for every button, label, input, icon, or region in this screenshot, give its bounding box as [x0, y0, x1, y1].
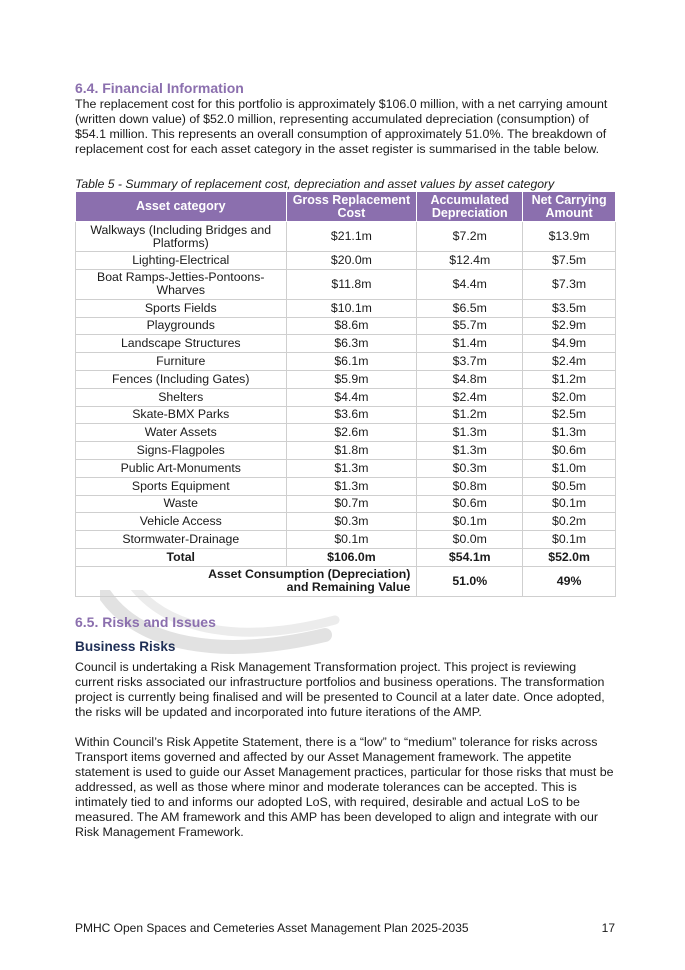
net-amount-cell: $1.3m	[523, 424, 616, 442]
net-amount-cell: $0.2m	[523, 513, 616, 531]
depreciation-cell: $1.2m	[417, 406, 523, 424]
net-amount-cell: $0.1m	[523, 495, 616, 513]
asset-category-cell: Walkways (Including Bridges and Platforms)	[76, 222, 287, 252]
net-amount-cell: $2.4m	[523, 353, 616, 371]
asset-category-cell: Landscape Structures	[76, 335, 287, 353]
asset-category-cell: Stormwater-Drainage	[76, 531, 287, 549]
total-net-amount-cell: $52.0m	[523, 548, 616, 566]
net-amount-cell: $0.1m	[523, 531, 616, 549]
net-amount-cell: $7.5m	[523, 252, 616, 270]
net-amount-cell: $0.6m	[523, 442, 616, 460]
document-page	[75, 80, 615, 840]
asset-category-cell: Waste	[76, 495, 287, 513]
asset-category-cell: Lighting-Electrical	[76, 252, 287, 270]
depreciation-cell: $1.4m	[417, 335, 523, 353]
table-caption: Table 5 - Summary of replacement cost, depreciation and asset values by asset category	[75, 177, 555, 191]
table-row	[76, 442, 616, 460]
net-amount-cell: $2.9m	[523, 317, 616, 335]
net-amount-cell: $4.9m	[523, 335, 616, 353]
gross-cost-cell: $3.6m	[286, 406, 417, 424]
table-row	[76, 269, 616, 299]
net-amount-cell: $1.2m	[523, 370, 616, 388]
table-row	[76, 353, 616, 371]
subheading-business-risks: Business Risks	[75, 638, 176, 654]
asset-category-cell: Public Art-Monuments	[76, 459, 287, 477]
asset-category-cell: Skate-BMX Parks	[76, 406, 287, 424]
table-row	[76, 299, 616, 317]
net-amount-cell: $1.0m	[523, 459, 616, 477]
table-row	[76, 513, 616, 531]
table-row	[76, 335, 616, 353]
table-total-row	[76, 548, 616, 566]
section-heading-financial-information: 6.4. Financial Information	[75, 80, 244, 96]
gross-cost-cell: $1.3m	[286, 477, 417, 495]
total-depreciation-cell: $54.1m	[417, 548, 523, 566]
table-row	[76, 388, 616, 406]
gross-cost-cell: $6.3m	[286, 335, 417, 353]
depreciation-cell: $0.1m	[417, 513, 523, 531]
header-gross-replacement-cost: Gross Replacement Cost	[286, 192, 417, 222]
header-asset-category: Asset category	[76, 192, 287, 222]
total-label-cell: Total	[76, 548, 287, 566]
gross-cost-cell: $10.1m	[286, 299, 417, 317]
business-risks-paragraph-2: Within Council’s Risk Appetite Statement, there is a “low” to “medium” tolerance for risks across Transport items governed and affected by our Asset Management framework. The appetite statement is used to guide our Asset Management practices, particular for those risks that must be addressed, as well as those where minor and moderate tolerances can be accepted. This is intimately tied to and informs our adopted LoS, with required, desirable and actual LoS to be measured. The AM framework and this AMP has been developed to align and integrate with our Risk Management Framework.	[75, 734, 614, 839]
gross-cost-cell: $6.1m	[286, 353, 417, 371]
consumption-depreciation-cell: 51.0%	[417, 566, 523, 596]
depreciation-cell: $3.7m	[417, 353, 523, 371]
table-consumption-row	[76, 566, 616, 596]
consumption-label: Asset Consumption (Depreciation) and Remaining Value	[208, 567, 411, 595]
asset-category-cell: Signs-Flagpoles	[76, 442, 287, 460]
depreciation-cell: $2.4m	[417, 388, 523, 406]
asset-category-cell: Vehicle Access	[76, 513, 287, 531]
gross-cost-cell: $1.3m	[286, 459, 417, 477]
asset-category-cell: Boat Ramps-Jetties-Pontoons-Wharves	[76, 269, 287, 299]
table-row	[76, 222, 616, 252]
consumption-label-cell	[76, 566, 417, 596]
net-amount-cell: $2.5m	[523, 406, 616, 424]
net-amount-cell: $7.3m	[523, 269, 616, 299]
gross-cost-cell: $21.1m	[286, 222, 417, 252]
asset-category-cell: Sports Fields	[76, 299, 287, 317]
depreciation-cell: $0.8m	[417, 477, 523, 495]
asset-category-cell: Water Assets	[76, 424, 287, 442]
asset-values-table	[75, 191, 616, 597]
page-footer	[75, 921, 615, 935]
consumption-remaining-cell: 49%	[523, 566, 616, 596]
financial-information-paragraph: The replacement cost for this portfolio is approximately $106.0 million, with a net carrying amount (written down value) of $52.0 million, representing accumulated depreciation (consumption) of $54.1 million. This represents an overall consumption of approximately 51.0%. The breakdown of replacement cost for each asset category in the asset register is summarised in the table below.	[75, 97, 608, 156]
table-row	[76, 406, 616, 424]
table-row	[76, 424, 616, 442]
header-accumulated-depreciation: Accumulated Depreciation	[417, 192, 523, 222]
section-heading-risks-and-issues: 6.5. Risks and Issues	[75, 613, 216, 630]
gross-cost-cell: $1.8m	[286, 442, 417, 460]
gross-cost-cell: $5.9m	[286, 370, 417, 388]
depreciation-cell: $1.3m	[417, 424, 523, 442]
depreciation-cell: $4.4m	[417, 269, 523, 299]
table-row	[76, 459, 616, 477]
total-gross-cost-cell: $106.0m	[286, 548, 417, 566]
table-row	[76, 370, 616, 388]
table-row	[76, 495, 616, 513]
net-amount-cell: $3.5m	[523, 299, 616, 317]
gross-cost-cell: $0.7m	[286, 495, 417, 513]
gross-cost-cell: $20.0m	[286, 252, 417, 270]
depreciation-cell: $0.3m	[417, 459, 523, 477]
gross-cost-cell: $4.4m	[286, 388, 417, 406]
asset-category-cell: Fences (Including Gates)	[76, 370, 287, 388]
depreciation-cell: $5.7m	[417, 317, 523, 335]
gross-cost-cell: $11.8m	[286, 269, 417, 299]
header-net-carrying-amount: Net Carrying Amount	[523, 192, 616, 222]
table-row	[76, 252, 616, 270]
gross-cost-cell: $2.6m	[286, 424, 417, 442]
asset-category-cell: Sports Equipment	[76, 477, 287, 495]
table-row	[76, 477, 616, 495]
depreciation-cell: $12.4m	[417, 252, 523, 270]
table-row	[76, 531, 616, 549]
net-amount-cell: $13.9m	[523, 222, 616, 252]
depreciation-cell: $6.5m	[417, 299, 523, 317]
depreciation-cell: $4.8m	[417, 370, 523, 388]
footer-page-number: 17	[601, 921, 615, 935]
depreciation-cell: $1.3m	[417, 442, 523, 460]
gross-cost-cell: $0.1m	[286, 531, 417, 549]
net-amount-cell: $0.5m	[523, 477, 616, 495]
table-row	[76, 317, 616, 335]
gross-cost-cell: $8.6m	[286, 317, 417, 335]
depreciation-cell: $0.6m	[417, 495, 523, 513]
asset-category-cell: Playgrounds	[76, 317, 287, 335]
asset-category-cell: Shelters	[76, 388, 287, 406]
asset-category-cell: Furniture	[76, 353, 287, 371]
gross-cost-cell: $0.3m	[286, 513, 417, 531]
business-risks-paragraph-1: Council is undertaking a Risk Management Transformation project. This project is reviewing current risks associated our infrastructure portfolios and business operations. The transformation project is currently being finalised and will be presented to Council at a later date. Once adopted, the risks will be updated and incorporated into future iterations of the AMP.	[75, 659, 605, 719]
depreciation-cell: $7.2m	[417, 222, 523, 252]
net-amount-cell: $2.0m	[523, 388, 616, 406]
footer-document-title: PMHC Open Spaces and Cemeteries Asset Management Plan 2025-2035	[75, 921, 469, 935]
depreciation-cell: $0.0m	[417, 531, 523, 549]
table-header-row	[76, 192, 616, 222]
